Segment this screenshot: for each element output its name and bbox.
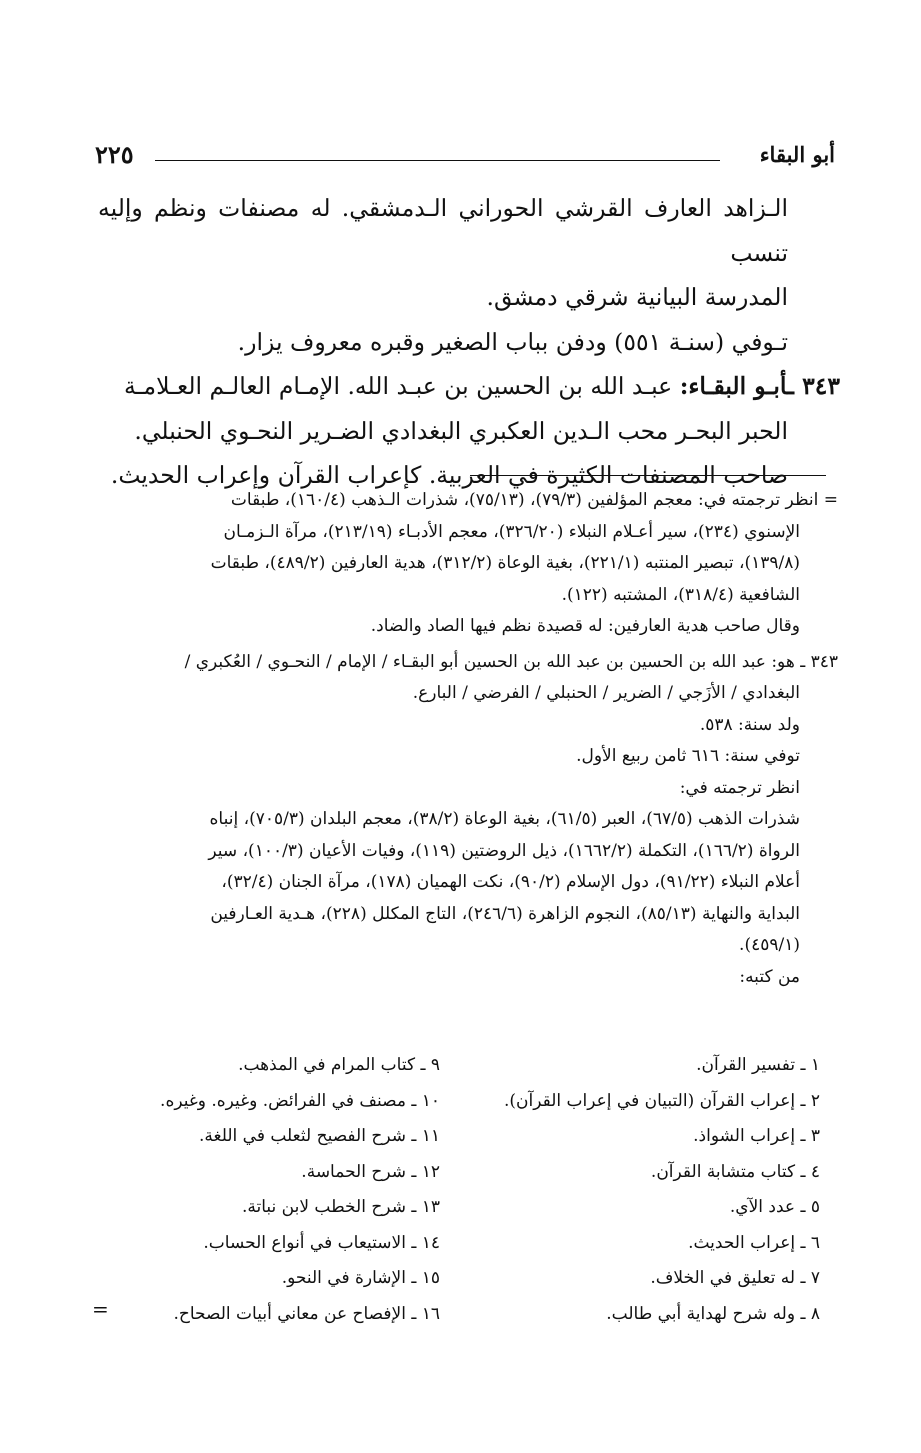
footnote-line: من كتبه: bbox=[739, 966, 800, 987]
continuation-mark: = bbox=[92, 1297, 109, 1321]
footnote-line: الشافعية (٣١٨/٤)، المشتبه (١٢٢). bbox=[561, 584, 800, 605]
footnote-line: (١٣٩/٨)، تبصير المنتبه (٢٢١/١)، بغية الوعاة (٣١٢/٢)، هدية العارفين (٤٨٩/٢)، طبقات bbox=[210, 553, 800, 573]
page-number: ٢٢٥ bbox=[95, 140, 134, 169]
footnote-line: الإسنوي (٢٣٤)، سير أعـلام النبلاء (٣٢٦/٢٠)، معجم الأدبـاء (٢١٣/١٩)، مرآة الـزمـان bbox=[223, 521, 800, 542]
book-item: ٨ ـ وله شرح لهداية أبي طالب. bbox=[606, 1303, 820, 1324]
book-item: ١١ ـ شرح الفصيح لثعلب في اللغة. bbox=[199, 1126, 440, 1146]
footnote-2 bbox=[98, 647, 838, 994]
entry-number: ٣٤٣ ـ bbox=[787, 372, 840, 400]
entry-heading-line bbox=[98, 364, 840, 409]
book-item: ١٤ ـ الاستيعاب في أنواع الحساب. bbox=[203, 1232, 440, 1253]
book-item: ١٦ ـ الإفصاح عن معاني أبيات الصحاح. bbox=[173, 1303, 440, 1324]
footnote-1 bbox=[98, 485, 838, 643]
main-line: صاحب المصنفات الكثيرة في العربية. كإعراب القرآن وإعراب الحديث. bbox=[110, 461, 788, 489]
book-item: ١٣ ـ شرح الخطب لابن نباتة. bbox=[241, 1197, 440, 1217]
book-list bbox=[95, 1048, 840, 1348]
main-line: الـزاهد العارف القرشي الحوراني الـدمشقي. له مصنفات ونظم وإليه تنسب bbox=[98, 194, 788, 267]
footnote-line: (٤٥٩/١). bbox=[739, 935, 800, 955]
footnote-line: ولد سنة: ٥٣٨. bbox=[699, 714, 800, 735]
book-item: ٧ ـ له تعليق في الخلاف. bbox=[650, 1268, 820, 1288]
footnote-line: الرواة (١٦٦/٢)، التكملة (١٦٦٢/٢)، ذيل الروضتين (١١٩)، وفيات الأعيان (١٠٠/٣)، سير bbox=[208, 840, 800, 861]
book-item: ٥ ـ عدد الآي. bbox=[729, 1197, 820, 1217]
book-item: ٤ ـ كتاب متشابة القرآن. bbox=[650, 1161, 820, 1182]
footnote-line: البغدادي / الأزَجي / الضرير / الحنبلي / الفرضي / البارع. bbox=[412, 683, 800, 703]
book-list-column-2 bbox=[160, 1048, 440, 1332]
entry-name: أبـو البقـاء: bbox=[679, 372, 788, 400]
running-header bbox=[95, 138, 835, 178]
footnote-line: ٣٤٣ ـ هو: عبد الله بن الحسين بن عبد الله بن الحسين أبو البقـاء / الإمام / النحـوي / العُكبري / bbox=[184, 651, 838, 672]
footnote-line: البداية والنهاية (٨٥/١٣)، النجوم الزاهرة (٢٤٦/٦)، التاج المكلل (٢٢٨)، هـدية العـارفين bbox=[210, 903, 800, 924]
main-line: الحبر البحـر محب الـدين العكبري البغدادي الضـرير النحـوي الحنبلي. bbox=[134, 416, 788, 445]
footnote-rule bbox=[470, 475, 826, 476]
book-item: ٣ ـ إعراب الشواذ. bbox=[693, 1126, 820, 1146]
running-title: أبو البقاء bbox=[759, 142, 835, 167]
book-item: ٢ ـ إعراب القرآن (التبيان في إعراب القرآن). bbox=[504, 1090, 820, 1111]
header-rule bbox=[155, 160, 720, 161]
footnote-line: وقال صاحب هدية العارفين: له قصيدة نظم فيها الصاد والضاد. bbox=[370, 616, 800, 636]
book-item: ١٢ ـ شرح الحماسة. bbox=[301, 1161, 440, 1182]
book-list-column-1 bbox=[504, 1048, 820, 1332]
book-item: ١ ـ تفسير القرآن. bbox=[696, 1055, 820, 1075]
main-line: تـوفي (سنـة ٥٥١) ودفن بباب الصغير وقبره معروف يزار. bbox=[237, 327, 788, 356]
book-item: ١٠ ـ مصنف في الفرائض. وغيره. وغيره. bbox=[160, 1090, 440, 1111]
entry-text: عبـد الله بن الحسين بن عبـد الله. الإمـام العالـم العـلامـة bbox=[124, 372, 673, 400]
footnote-line: = انظر ترجمته في: معجم المؤلفين (٧٩/٣)، (٧٥/١٣)، شذرات الـذهب (١٦٠/٤)، طبقات bbox=[230, 490, 838, 510]
footnote-line: توفي سنة: ٦١٦ ثامن ربيع الأول. bbox=[576, 746, 800, 766]
footnote-line: انظر ترجمته في: bbox=[679, 777, 800, 798]
book-item: ٩ ـ كتاب المرام في المذهب. bbox=[238, 1055, 440, 1075]
book-item: ١٥ ـ الإشارة في النحو. bbox=[281, 1268, 440, 1288]
main-text bbox=[98, 186, 840, 498]
book-item: ٦ ـ إعراب الحديث. bbox=[688, 1232, 820, 1253]
footnotes bbox=[98, 485, 838, 993]
footnote-line: أعلام النبلاء (٩١/٢٢)، دول الإسلام (٩٠/٢)، نكت الهميان (١٧٨)، مرآة الجنان (٣٢/٤)، bbox=[221, 872, 800, 892]
main-line: المدرسة البيانية شرقي دمشق. bbox=[486, 283, 788, 311]
footnote-line: شذرات الذهب (٦٧/٥)، العبر (٦١/٥)، بغية الوعاة (٣٨/٢)، معجم البلدان (٧٠٥/٣)، إنباه bbox=[209, 809, 800, 829]
